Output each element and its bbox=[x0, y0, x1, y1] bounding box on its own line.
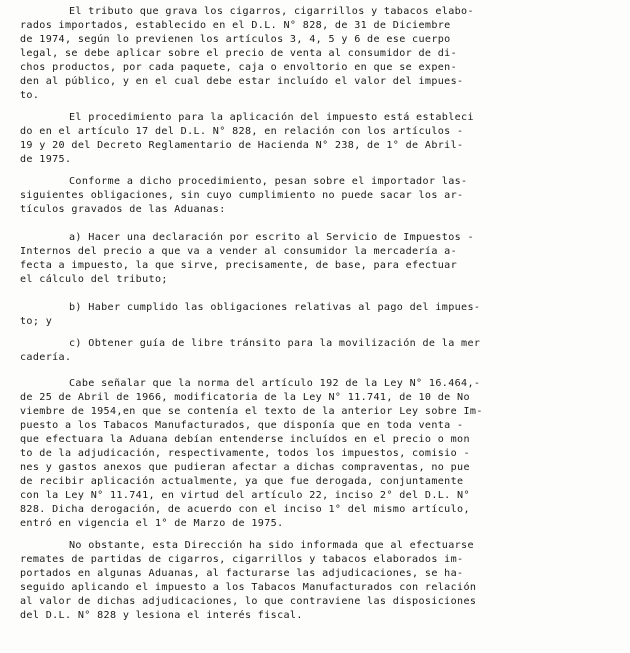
text-line: de recibir aplicación actualmente, ya que fue derogada, conjuntamente bbox=[20, 476, 464, 487]
text-line: a) Hacer una declaración por escrito al Servicio de Impuestos - bbox=[69, 232, 474, 243]
text-line: b) Haber cumplido las obligaciones relativas al pago del impues- bbox=[69, 302, 481, 313]
text-line: el cálculo del tributo; bbox=[20, 274, 168, 285]
text-line: nes y gastos anexos que pudieran afectar a dichas compraventas, no pue bbox=[20, 462, 470, 473]
text-line: 19 y 20 del Decreto Reglamentario de Hacienda N° 238, de 1° de Abril- bbox=[20, 140, 464, 151]
text-line: del D.L. N° 828 y lesiona el interés fiscal. bbox=[20, 610, 303, 621]
text-line: de 1975. bbox=[20, 154, 72, 165]
text-line: El procedimiento para la aplicación del impuesto está estableci bbox=[69, 112, 474, 123]
text-line: 828. Dicha derogación, de acuerdo con el inciso 1° del mismo artículo, bbox=[20, 504, 470, 515]
text-line: legal, se debe aplicar sobre el precio de venta al consumidor de di- bbox=[20, 48, 458, 59]
text-line: portados en algunas Aduanas, al facturarse las adjudicaciones, se ha- bbox=[20, 568, 464, 579]
text-line: con la Ley N° 11.741, en virtud del artículo 22, inciso 2° del D.L. N° bbox=[20, 490, 470, 501]
text-line: de 1974, según lo previenen los artículos 3, 4, 5 y 6 de ese cuerpo bbox=[20, 34, 451, 45]
text-line: que efectuara la Aduana debían entenderse incluídos en el precio o mon bbox=[20, 434, 470, 445]
text-line: tículos gravados de las Aduanas: bbox=[20, 204, 226, 215]
text-line: El tributo que grava los cigarros, cigarrillos y tabacos elabo- bbox=[69, 6, 474, 17]
text-line: Internos del precio a que va a vender al consumidor la mercadería a- bbox=[20, 246, 458, 257]
text-line: seguido aplicando el impuesto a los Tabacos Manufacturados con relación bbox=[20, 582, 477, 593]
text-line: fecta a impuesto, la que sirve, precisamente, de base, para efectuar bbox=[20, 260, 458, 271]
text-line: Conforme a dicho procedimiento, pesan sobre el importador las- bbox=[69, 176, 468, 187]
text-line: No obstante, esta Dirección ha sido informada que al efectuarse bbox=[69, 540, 474, 551]
text-line: c) Obtener guía de libre tránsito para la movilización de la mer bbox=[69, 338, 481, 349]
text-line: siguientes obligaciones, sin cuyo cumplimiento no puede sacar los ar- bbox=[20, 190, 464, 201]
text-line: entró en vigencia el 1° de Marzo de 1975. bbox=[20, 518, 284, 529]
text-line: puesto a los Tabacos Manufacturados, que disponía que en toda venta - bbox=[20, 420, 464, 431]
text-line: viembre de 1954,en que se contenía el texto de la anterior Ley sobre Im- bbox=[20, 406, 483, 417]
text-line: cadería. bbox=[20, 352, 72, 363]
text-line: to; y bbox=[20, 316, 53, 327]
text-line: al valor de dichas adjudicaciones, lo que contraviene las disposiciones bbox=[20, 596, 477, 607]
text-line: remates de partidas de cigarros, cigarrillos y tabacos elaborados im- bbox=[20, 554, 464, 565]
text-line: Cabe señalar que la norma del artículo 192 de la Ley N° 16.464,- bbox=[69, 378, 481, 389]
text-line: to. bbox=[20, 90, 40, 101]
text-line: de 25 de Abril de 1966, modificatoria de la Ley N° 11.741, de 10 de No bbox=[20, 392, 470, 403]
text-line: rados importados, establecido en el D.L. N° 828, de 31 de Diciembre bbox=[20, 20, 451, 31]
text-line: chos productos, por cada paquete, caja o envoltorio en que se expen- bbox=[20, 62, 458, 73]
text-line: den al público, y en el cual debe estar incluído el valor del impues- bbox=[20, 76, 464, 87]
text-line: to de la adjudicación, respectivamente, todos los impuestos, comisio - bbox=[20, 448, 470, 459]
text-line: do en el artículo 17 del D.L. N° 828, en relación con los artículos - bbox=[20, 126, 464, 137]
